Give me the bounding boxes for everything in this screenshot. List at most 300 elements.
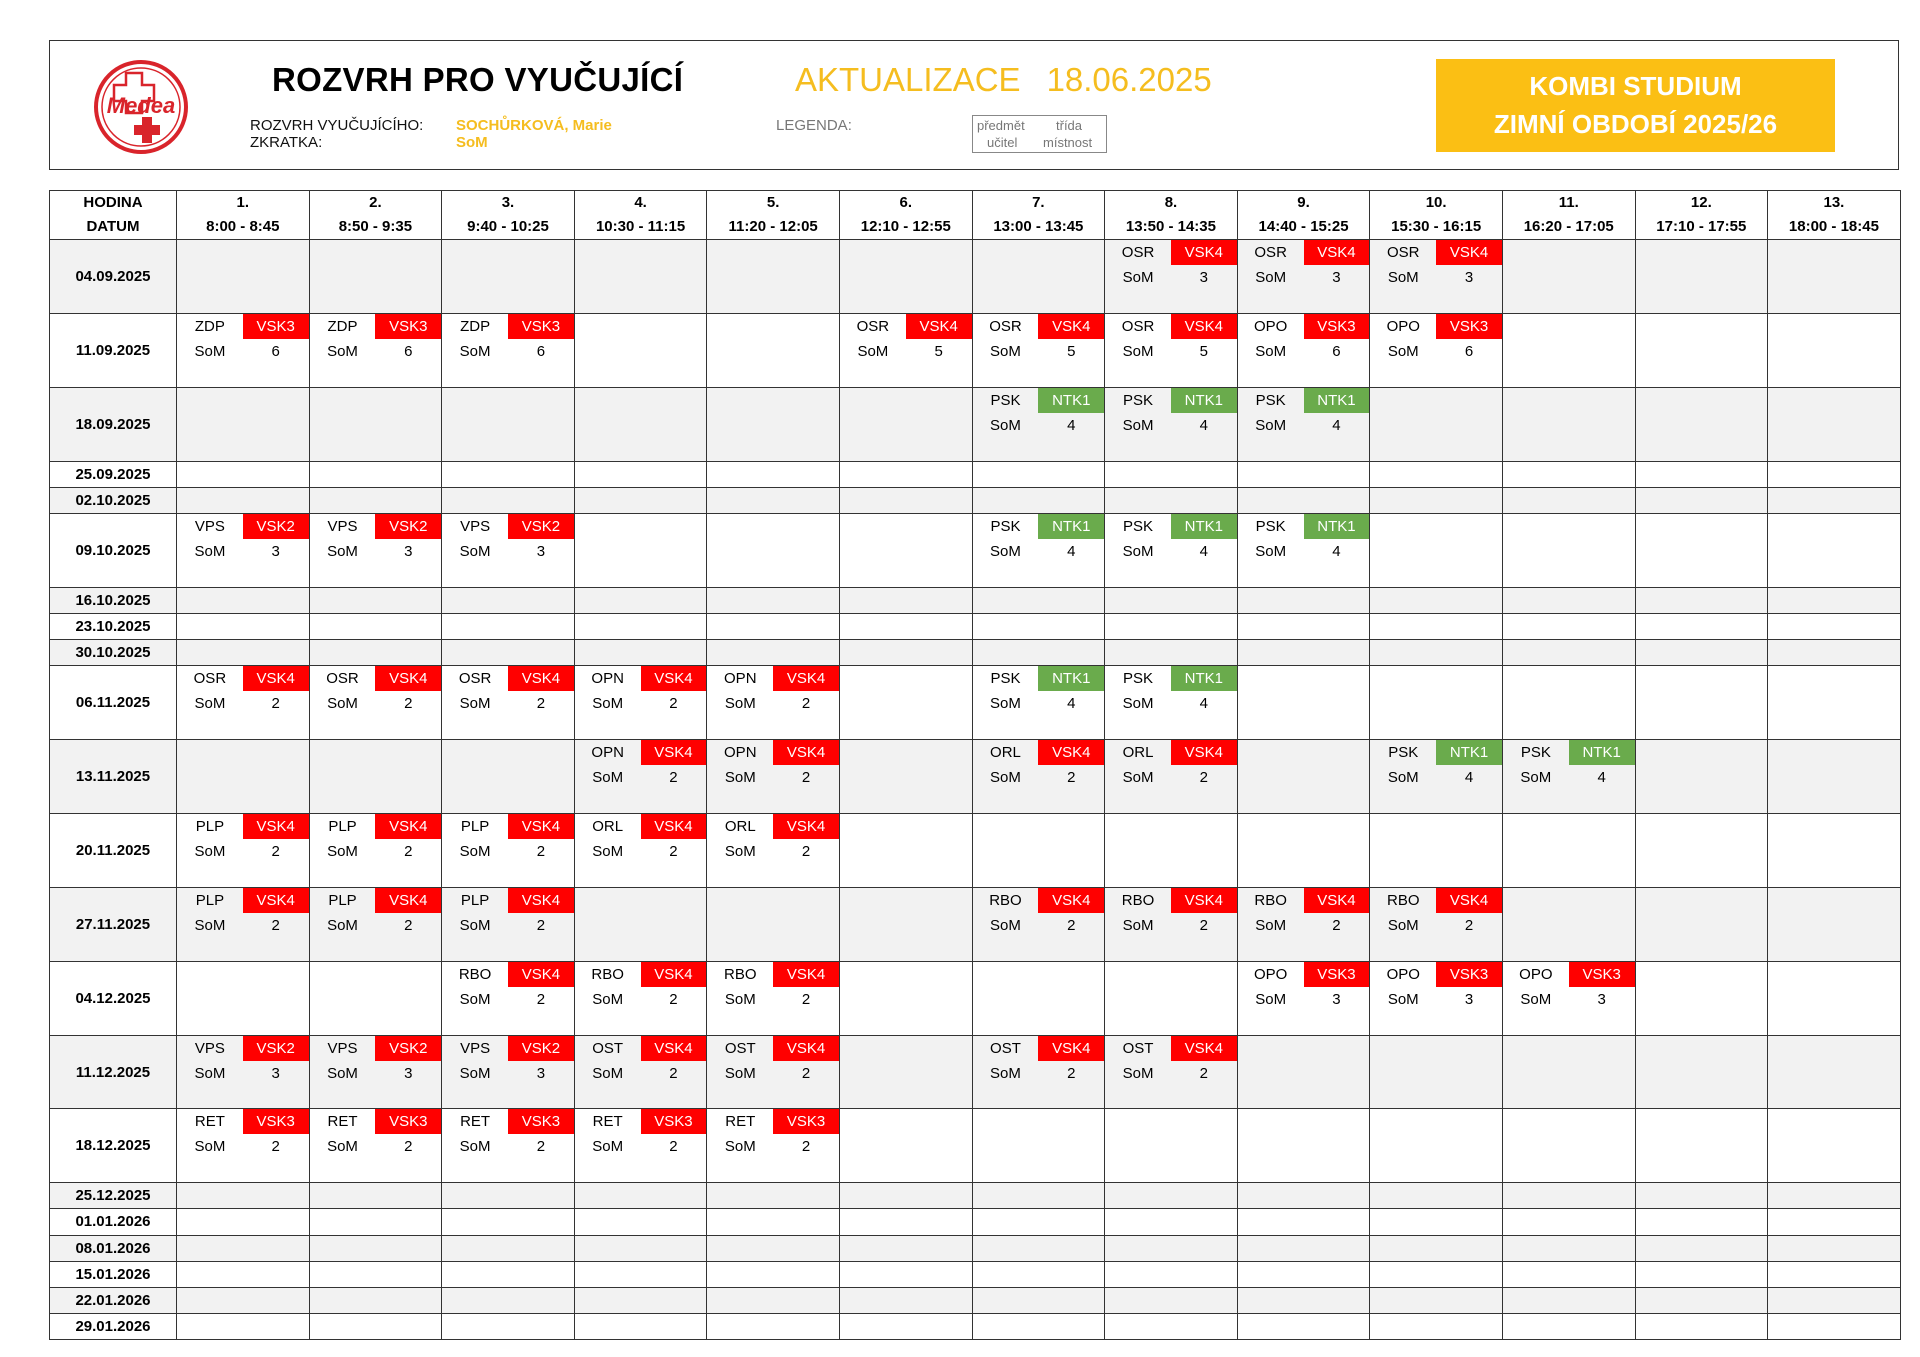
lesson-entry (310, 1036, 442, 1086)
slot-cell (972, 613, 1105, 639)
period-time: 8:00 - 8:45 (206, 218, 280, 235)
lesson-entry (442, 1036, 574, 1086)
teacher-abbr: SoM (442, 839, 508, 864)
slot-cell (972, 587, 1105, 613)
slot-cell (1370, 666, 1503, 740)
teacher-abbr: SoM (177, 539, 243, 564)
table-row (50, 487, 1901, 513)
slot-cell (1370, 1261, 1503, 1287)
subject-code: OSR (442, 666, 508, 691)
subject-code: ORL (707, 814, 773, 839)
slot-cell (309, 1313, 442, 1339)
subject-code: OPO (1238, 314, 1304, 339)
slot-cell (1768, 1261, 1901, 1287)
lesson-entry (1238, 240, 1370, 290)
class-badge: VSK4 (375, 814, 441, 839)
lesson-entry (973, 1036, 1105, 1086)
slot-cell (442, 513, 575, 587)
room-number: 3 (1171, 265, 1237, 290)
slot-cell (1768, 1209, 1901, 1235)
teacher-abbr: SoM (707, 691, 773, 716)
slot-cell (1502, 613, 1635, 639)
slot-cell (1237, 1287, 1370, 1313)
lesson-entry (1238, 888, 1370, 938)
period-number: 2. (369, 194, 382, 211)
teacher-abbr: SoM (1105, 265, 1171, 290)
slot-cell (839, 313, 972, 387)
lesson-entry (973, 888, 1105, 938)
lesson-entry (310, 514, 442, 564)
slot-cell (177, 1287, 310, 1313)
slot-cell (707, 313, 840, 387)
room-number: 2 (1171, 1061, 1237, 1086)
slot-cell (309, 1183, 442, 1209)
slot-cell (1105, 613, 1238, 639)
teacher-abbr: SoM (1238, 987, 1304, 1012)
legend-box (972, 115, 1107, 153)
slot-cell (839, 813, 972, 887)
subject-code: RET (575, 1109, 641, 1134)
slot-cell (1237, 1035, 1370, 1109)
room-number: 2 (375, 1134, 441, 1159)
lesson-entry (1503, 962, 1635, 1012)
slot-cell (1237, 666, 1370, 740)
table-row (50, 813, 1901, 887)
slot-cell (1105, 1235, 1238, 1261)
subject-code: PLP (310, 814, 376, 839)
lesson-entry (1105, 240, 1237, 290)
slot-cell (972, 887, 1105, 961)
class-badge: VSK3 (641, 1109, 707, 1134)
date-cell: 18.12.2025 (50, 1109, 177, 1183)
slot-cell (839, 1261, 972, 1287)
subject-code: OPN (707, 666, 773, 691)
class-badge: VSK2 (375, 514, 441, 539)
slot-cell (1768, 813, 1901, 887)
date-cell: 22.01.2026 (50, 1287, 177, 1313)
lesson-entry (840, 314, 972, 364)
teacher-abbr: SoM (1503, 765, 1569, 790)
update-info (795, 61, 1212, 99)
subject-code: PLP (310, 888, 376, 913)
lesson-entry (1370, 240, 1502, 290)
slot-cell (1370, 1183, 1503, 1209)
room-number: 2 (641, 1061, 707, 1086)
room-number: 2 (508, 1134, 574, 1159)
lesson-entry (1370, 740, 1502, 790)
date-cell: 04.12.2025 (50, 961, 177, 1035)
room-number: 2 (508, 913, 574, 938)
lesson-entry (177, 888, 309, 938)
period-header (309, 191, 442, 240)
date-cell: 13.11.2025 (50, 739, 177, 813)
slot-cell (309, 961, 442, 1035)
slot-cell (442, 887, 575, 961)
subject-code: PSK (1105, 666, 1171, 691)
corner-line-2: DATUM (86, 218, 140, 235)
slot-cell (972, 813, 1105, 887)
slot-cell (1237, 240, 1370, 314)
subject-code: RET (442, 1109, 508, 1134)
table-row (50, 666, 1901, 740)
slot-cell (442, 1209, 575, 1235)
slot-cell (1768, 666, 1901, 740)
program-banner (1436, 59, 1835, 152)
subject-code: RBO (973, 888, 1039, 913)
slot-cell (1502, 639, 1635, 665)
period-number: 1. (236, 194, 250, 211)
slot-cell (1237, 739, 1370, 813)
teacher-abbr: SoM (442, 1134, 508, 1159)
slot-cell (1502, 513, 1635, 587)
slot-cell (1105, 387, 1238, 461)
slot-cell (177, 1313, 310, 1339)
teacher-abbr: SoM (1370, 987, 1436, 1012)
room-number: 6 (508, 339, 574, 364)
slot-cell (1768, 461, 1901, 487)
slot-cell (1237, 387, 1370, 461)
lesson-entry (177, 314, 309, 364)
teacher-abbr: SoM (973, 539, 1039, 564)
room-number: 6 (375, 339, 441, 364)
period-time: 13:50 - 14:35 (1125, 218, 1216, 235)
slot-cell (1635, 313, 1768, 387)
period-header (1635, 191, 1768, 240)
subject-code: OSR (310, 666, 376, 691)
slot-cell (839, 1313, 972, 1339)
teacher-abbr: SoM (575, 1061, 641, 1086)
class-badge: VSK4 (508, 666, 574, 691)
subject-code: OSR (840, 314, 906, 339)
slot-cell (574, 587, 707, 613)
slot-cell (1237, 513, 1370, 587)
date-cell: 11.12.2025 (50, 1035, 177, 1109)
slot-cell (442, 1035, 575, 1109)
date-cell: 16.10.2025 (50, 587, 177, 613)
slot-cell (707, 487, 840, 513)
slot-cell (707, 961, 840, 1035)
class-badge: NTK1 (1436, 740, 1502, 765)
subject-code: PLP (442, 814, 508, 839)
lesson-entry (177, 666, 309, 716)
slot-cell (839, 487, 972, 513)
slot-cell (1237, 487, 1370, 513)
slot-cell (1768, 1313, 1901, 1339)
slot-cell (1635, 1235, 1768, 1261)
slot-cell (707, 639, 840, 665)
subject-code: VPS (177, 1036, 243, 1061)
class-badge: VSK3 (508, 1109, 574, 1134)
slot-cell (1502, 1261, 1635, 1287)
period-header (972, 191, 1105, 240)
period-time: 14:40 - 15:25 (1258, 218, 1349, 235)
teacher-abbr: SoM (973, 413, 1039, 438)
room-number: 2 (641, 839, 707, 864)
lesson-entry (442, 962, 574, 1012)
subject-code: OPO (1370, 314, 1436, 339)
slot-cell (1370, 240, 1503, 314)
slot-cell (1502, 813, 1635, 887)
period-header (177, 191, 310, 240)
slot-cell (309, 240, 442, 314)
slot-cell (177, 666, 310, 740)
teacher-abbr: SoM (310, 913, 376, 938)
subject-code: RBO (1370, 888, 1436, 913)
lesson-entry (1238, 514, 1370, 564)
period-time: 18:00 - 18:45 (1788, 218, 1879, 235)
teacher-abbr: SoM (1370, 765, 1436, 790)
slot-cell (1370, 487, 1503, 513)
lesson-entry (707, 740, 839, 790)
date-cell: 01.01.2026 (50, 1209, 177, 1235)
room-number: 2 (508, 987, 574, 1012)
slot-cell (442, 487, 575, 513)
period-time: 15:30 - 16:15 (1391, 218, 1482, 235)
room-number: 2 (773, 987, 839, 1012)
slot-cell (972, 487, 1105, 513)
subject-code: RBO (707, 962, 773, 987)
room-number: 3 (1304, 987, 1370, 1012)
subject-code: PLP (177, 814, 243, 839)
subject-code: VPS (442, 514, 508, 539)
lesson-entry (1105, 666, 1237, 716)
slot-cell (839, 1287, 972, 1313)
slot-cell (177, 961, 310, 1035)
schedule-header (49, 40, 1899, 170)
room-number: 3 (243, 1061, 309, 1086)
room-number: 2 (773, 691, 839, 716)
room-number: 2 (773, 1061, 839, 1086)
slot-cell (1237, 1209, 1370, 1235)
slot-cell (1635, 666, 1768, 740)
room-number: 5 (1038, 339, 1104, 364)
subject-code: PSK (1503, 740, 1569, 765)
slot-cell (309, 1035, 442, 1109)
lesson-entry (1105, 888, 1237, 938)
slot-cell (1105, 513, 1238, 587)
slot-cell (1237, 613, 1370, 639)
subject-code: VPS (310, 1036, 376, 1061)
slot-cell (574, 666, 707, 740)
slot-cell (1237, 1183, 1370, 1209)
lesson-entry (575, 666, 707, 716)
room-number: 2 (375, 839, 441, 864)
slot-cell (1768, 1235, 1901, 1261)
subject-code: OSR (1370, 240, 1436, 265)
teacher-abbr: SoM (442, 987, 508, 1012)
slot-cell (1237, 461, 1370, 487)
slot-cell (1105, 461, 1238, 487)
teacher-abbr: SoM (1370, 913, 1436, 938)
room-number: 2 (243, 691, 309, 716)
subject-code: RET (310, 1109, 376, 1134)
slot-cell (707, 1209, 840, 1235)
period-time: 8:50 - 9:35 (338, 218, 413, 235)
slot-cell (574, 639, 707, 665)
slot-cell (839, 887, 972, 961)
teacher-abbr: SoM (1105, 413, 1171, 438)
slot-cell (972, 1287, 1105, 1313)
subject-code: PSK (973, 666, 1039, 691)
period-header (1502, 191, 1635, 240)
class-badge: NTK1 (1304, 388, 1370, 413)
period-header (442, 191, 575, 240)
slot-cell (1768, 1287, 1901, 1313)
room-number: 2 (375, 691, 441, 716)
table-row (50, 1313, 1901, 1339)
medea-logo-icon (88, 59, 194, 155)
period-time: 11:20 - 12:05 (728, 218, 818, 235)
class-badge: VSK4 (1436, 888, 1502, 913)
slot-cell (1237, 813, 1370, 887)
table-row (50, 961, 1901, 1035)
lesson-entry (707, 814, 839, 864)
slot-cell (1105, 1287, 1238, 1313)
room-number: 3 (1569, 987, 1635, 1012)
slot-cell (442, 1109, 575, 1183)
room-number: 5 (1171, 339, 1237, 364)
slot-cell (839, 739, 972, 813)
abbr-value: SoM (456, 134, 488, 151)
subject-code: OST (1105, 1036, 1171, 1061)
room-number: 6 (1436, 339, 1502, 364)
period-header (1768, 191, 1901, 240)
slot-cell (1370, 887, 1503, 961)
subject-code: OST (973, 1036, 1039, 1061)
room-number: 2 (1038, 913, 1104, 938)
teacher-abbr: SoM (1370, 339, 1436, 364)
date-cell: 18.09.2025 (50, 387, 177, 461)
slot-cell (707, 513, 840, 587)
slot-cell (177, 613, 310, 639)
class-badge: VSK2 (508, 514, 574, 539)
slot-cell (309, 387, 442, 461)
legend-label: LEGENDA: (776, 117, 852, 134)
class-badge: VSK4 (641, 814, 707, 839)
period-header (1105, 191, 1238, 240)
slot-cell (839, 1109, 972, 1183)
slot-cell (1105, 666, 1238, 740)
class-badge: VSK4 (773, 814, 839, 839)
lesson-entry (1503, 740, 1635, 790)
slot-cell (1768, 1035, 1901, 1109)
class-badge: VSK2 (243, 1036, 309, 1061)
period-number: 5. (766, 194, 780, 211)
class-badge: VSK4 (641, 1036, 707, 1061)
slot-cell (1502, 587, 1635, 613)
lesson-entry (707, 962, 839, 1012)
slot-cell (1502, 666, 1635, 740)
subject-code: OST (575, 1036, 641, 1061)
teacher-abbr: SoM (973, 913, 1039, 938)
class-badge: VSK4 (375, 666, 441, 691)
slot-cell (177, 240, 310, 314)
subject-code: OPN (575, 666, 641, 691)
slot-cell (1237, 587, 1370, 613)
slot-cell (177, 887, 310, 961)
lesson-entry (310, 814, 442, 864)
slot-cell (1105, 1183, 1238, 1209)
slot-cell (972, 240, 1105, 314)
slot-cell (1502, 387, 1635, 461)
slot-cell (574, 461, 707, 487)
teacher-abbr: SoM (310, 539, 376, 564)
lesson-entry (1238, 962, 1370, 1012)
slot-cell (1370, 513, 1503, 587)
subject-code: ORL (1105, 740, 1171, 765)
teacher-abbr: SoM (1238, 265, 1304, 290)
class-badge: NTK1 (1171, 388, 1237, 413)
lesson-entry (575, 740, 707, 790)
corner-header (50, 191, 177, 240)
subject-code: RBO (1105, 888, 1171, 913)
teacher-abbr: SoM (840, 339, 906, 364)
class-badge: VSK4 (243, 888, 309, 913)
lesson-entry (1105, 314, 1237, 364)
lesson-entry (973, 666, 1105, 716)
teacher-abbr: SoM (1105, 539, 1171, 564)
slot-cell (1635, 813, 1768, 887)
program-line-1: KOMBI STUDIUM (1529, 71, 1742, 101)
slot-cell (442, 1313, 575, 1339)
slot-cell (1105, 887, 1238, 961)
period-header (1237, 191, 1370, 240)
room-number: 2 (641, 987, 707, 1012)
period-number: 3. (501, 194, 515, 211)
slot-cell (972, 1035, 1105, 1109)
slot-cell (707, 1035, 840, 1109)
class-badge: VSK4 (1304, 240, 1370, 265)
legend-teacher: učitel (987, 135, 1018, 150)
slot-cell (442, 587, 575, 613)
slot-cell (1502, 1235, 1635, 1261)
slot-cell (1768, 587, 1901, 613)
slot-cell (1635, 739, 1768, 813)
table-row (50, 387, 1901, 461)
subject-code: PSK (973, 514, 1039, 539)
slot-cell (707, 1109, 840, 1183)
slot-cell (707, 240, 840, 314)
room-number: 4 (1038, 691, 1104, 716)
slot-cell (972, 313, 1105, 387)
slot-cell (1370, 961, 1503, 1035)
room-number: 3 (375, 1061, 441, 1086)
slot-cell (309, 461, 442, 487)
table-row (50, 1261, 1901, 1287)
class-badge: VSK3 (508, 314, 574, 339)
subject-code: VPS (442, 1036, 508, 1061)
class-badge: VSK4 (773, 740, 839, 765)
lesson-entry (1370, 314, 1502, 364)
period-header (574, 191, 707, 240)
page-title: ROZVRH PRO VYUČUJÍCÍ (272, 61, 684, 98)
subject-code: RBO (575, 962, 641, 987)
slot-cell (177, 487, 310, 513)
slot-cell (1635, 240, 1768, 314)
table-row (50, 639, 1901, 665)
slot-cell (1502, 1287, 1635, 1313)
class-badge: VSK2 (243, 514, 309, 539)
lesson-entry (1238, 314, 1370, 364)
class-badge: VSK4 (641, 666, 707, 691)
subject-code: OPO (1370, 962, 1436, 987)
lesson-entry (177, 1109, 309, 1159)
slot-cell (177, 387, 310, 461)
slot-cell (442, 240, 575, 314)
update-date: 18.06.2025 (1046, 61, 1212, 98)
room-number: 2 (1171, 765, 1237, 790)
lesson-entry (177, 814, 309, 864)
